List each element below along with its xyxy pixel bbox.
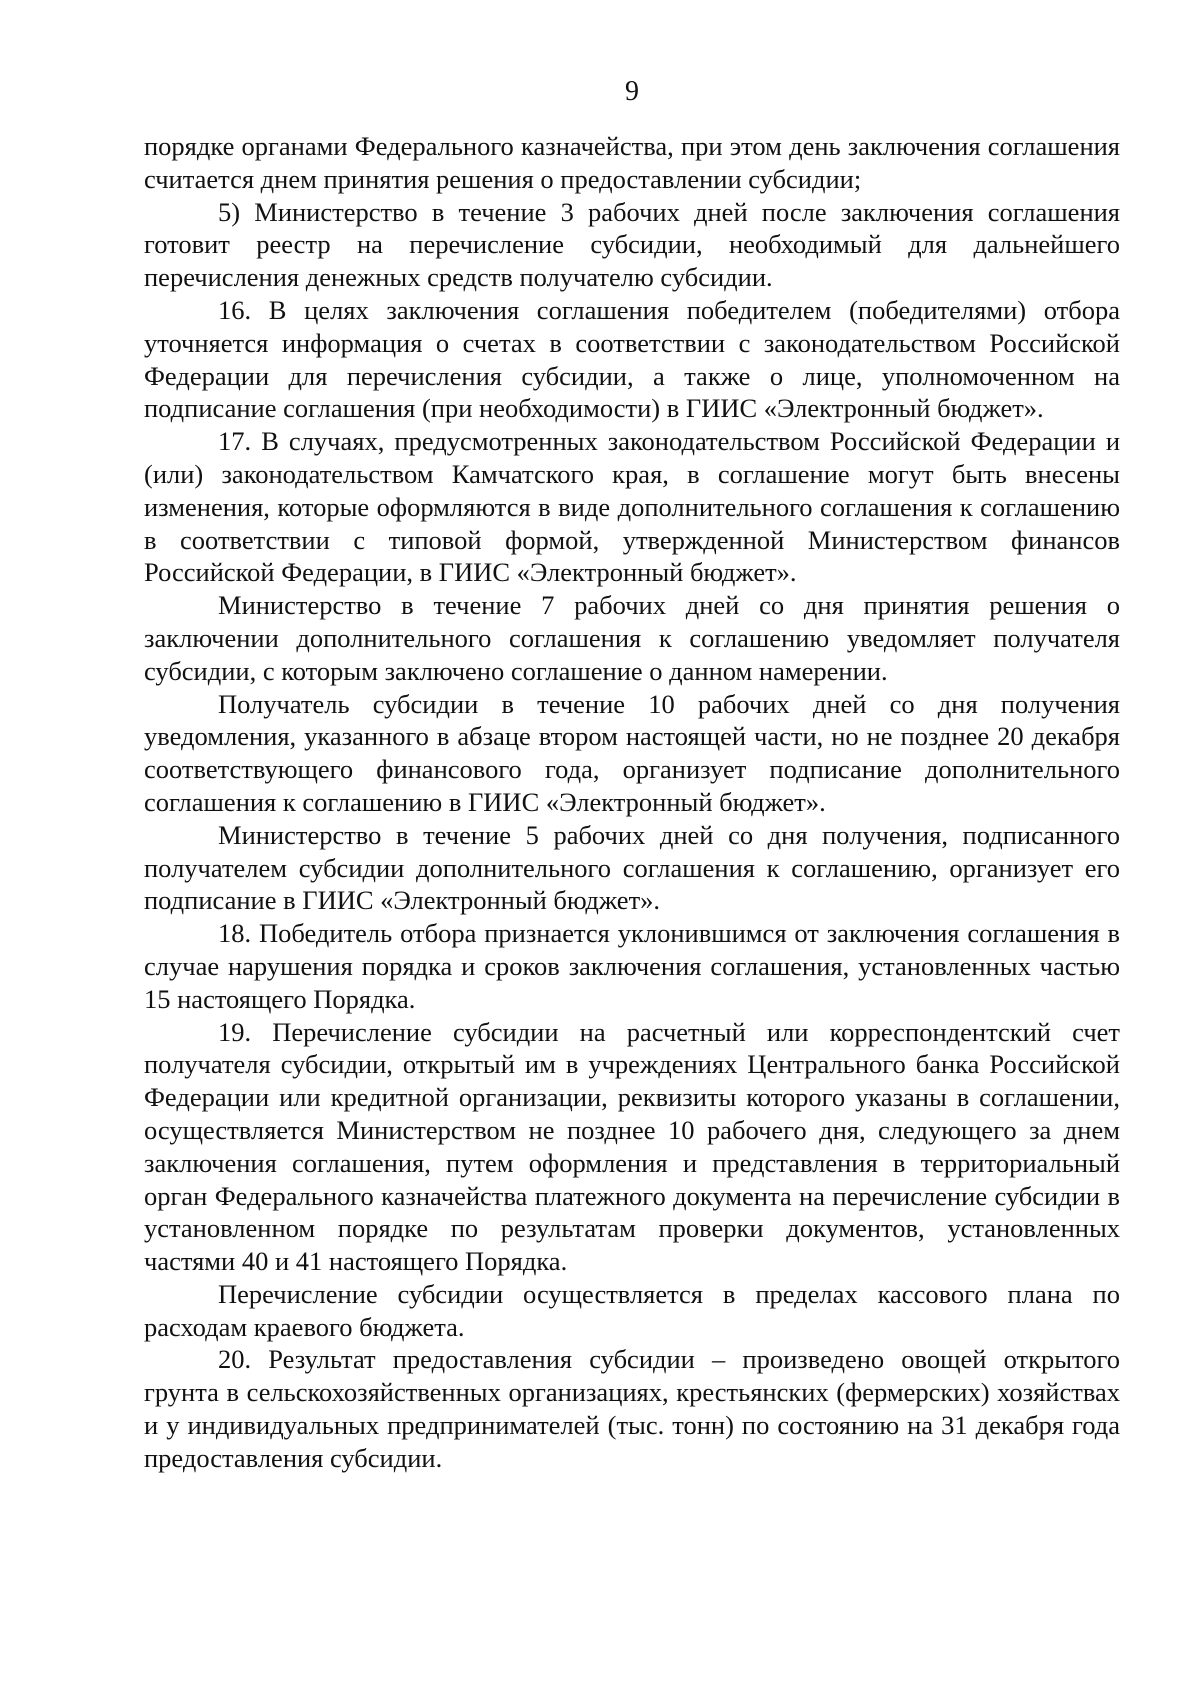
paragraph-9: 19. Перечисление субсидии на расчетный или корреспондентский счет получателя субсидии, открытый им в учреждениях Центрального банка Российской Федерации или кредитной организации, реквизиты которого указаны в соглашении, осуществляется Министерством не позднее 10 рабочего дня, следующего за днем заключения соглашения, путем оформления и представления в территориальный орган Федерального казначейства платежного документа на перечисление субсидии в установленном порядке по результатам проверки документов, установленных частями 40 и 41 настоящего Порядка.	[144, 1016, 1120, 1277]
paragraph-1: порядке органами Федерального казначейства, при этом день заключения соглашения считается днем принятия решения о предоставлении субсидии;	[144, 131, 1120, 194]
paragraph-5: Министерство в течение 7 рабочих дней со дня принятия решения о заключении дополнительного соглашения к соглашению уведомляет получателя субсидии, с которым заключено соглашение о данном намерении.	[144, 590, 1120, 686]
paragraph-8: 18. Победитель отбора признается уклонившимся от заключения соглашения в случае нарушения порядка и сроков заключения соглашения, установленных частью 15 настоящего Порядка.	[144, 918, 1120, 1014]
paragraph-6: Получатель субсидии в течение 10 рабочих дней со дня получения уведомления, указанного в абзаце втором настоящей части, но не позднее 20 декабря соответствующего финансового года, организует подписание дополнительного соглашения к соглашению в ГИИС «Электронный бюджет».	[144, 688, 1120, 817]
paragraph-11: 20. Результат предоставления субсидии – произведено овощей открытого грунта в сельскохозяйственных организациях, крестьянских (фермерских) хозяйствах и у индивидуальных предпринимателей (тыс. тонн) по состоянию на 31 декабря года предоставления субсидии.	[144, 1344, 1120, 1473]
paragraph-2: 5) Министерство в течение 3 рабочих дней после заключения соглашения готовит реестр на перечисление субсидии, необходимый для дальнейшего перечисления денежных средств получателю субсидии.	[144, 196, 1120, 293]
page-number: 9	[625, 76, 639, 107]
paragraph-4: 17. В случаях, предусмотренных законодательством Российской Федерации и (или) законодательством Камчатского края, в соглашение могут быть внесены изменения, которые оформляются в виде дополнительного соглашения к соглашению в соответствии с типовой формой, утвержденной Министерством финансов Российской Федерации, в ГИИС «Электронный бюджет».	[144, 426, 1120, 588]
paragraph-3: 16. В целях заключения соглашения победителем (победителями) отбора уточняется информация о счетах в соответствии с законодательством Российской Федерации для перечисления субсидии, а также о лице, уполномоченном на подписание соглашения (при необходимости) в ГИИС «Электронный бюджет».	[144, 294, 1120, 424]
paragraph-7: Министерство в течение 5 рабочих дней со дня получения, подписанного получателем субсидии дополнительного соглашения к соглашению, организует его подписание в ГИИС «Электронный бюджет».	[144, 819, 1120, 916]
document-body	[144, 130, 1120, 1475]
paragraph-10: Перечисление субсидии осуществляется в пределах кассового плана по расходам краевого бюджета.	[144, 1278, 1120, 1342]
